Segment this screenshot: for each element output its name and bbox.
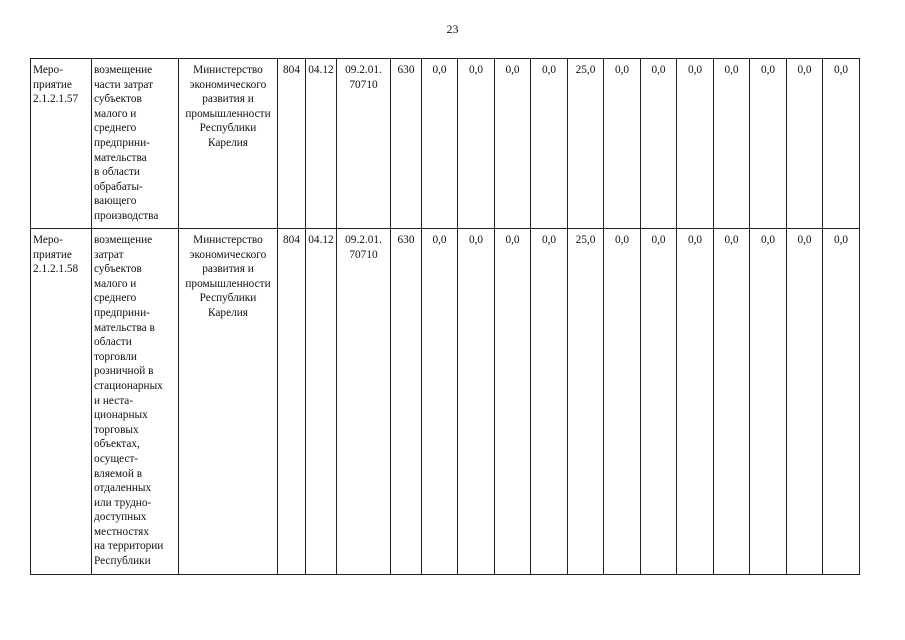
- value-cell-text: 0,0: [614, 234, 630, 246]
- event-cell-text: Меро- приятие 2.1.2.1.58: [33, 234, 79, 276]
- rzpr-cell: [306, 59, 337, 229]
- event-cell-text: Меро- приятие 2.1.2.1.57: [33, 64, 79, 106]
- description-cell: [92, 229, 179, 575]
- value-cell-text: 0,0: [468, 64, 484, 76]
- value-cell-text: 0,0: [760, 234, 776, 246]
- grbs-cell: [278, 229, 306, 575]
- vr-cell: [391, 59, 422, 229]
- value-cell: [677, 229, 714, 575]
- value-cell: [422, 229, 458, 575]
- value-cell-text: 0,0: [797, 64, 812, 76]
- value-cell: [823, 229, 860, 575]
- rzpr-cell-text: 04.12: [308, 234, 334, 246]
- value-cell: [531, 59, 568, 229]
- vr-cell-text: 630: [397, 64, 415, 76]
- value-cell-text: 0,0: [724, 234, 739, 246]
- value-cell: [568, 229, 604, 575]
- value-cell-text: 0,0: [687, 64, 703, 76]
- csr-cell: [337, 59, 391, 229]
- event-cell: [31, 59, 92, 229]
- value-cell: [604, 59, 641, 229]
- value-cell: [495, 229, 531, 575]
- csr-cell-text: 09.2.01. 70710: [345, 64, 382, 91]
- vr-cell-text: 630: [397, 234, 415, 246]
- executor-cell: [179, 59, 278, 229]
- description-cell-text: возмещение части затрат субъектов малого и среднего предприни- мательства в области обрабаты- вающего производства: [94, 64, 159, 222]
- vr-cell: [391, 229, 422, 575]
- value-cell-text: 0,0: [505, 64, 520, 76]
- grbs-cell-text: 804: [283, 64, 300, 76]
- grbs-cell: [278, 59, 306, 229]
- value-cell: [422, 59, 458, 229]
- executor-cell-text: Министерство экономического развития и промышленности Республики Карелия: [185, 234, 271, 319]
- value-cell-text: 0,0: [651, 64, 666, 76]
- value-cell: [787, 59, 823, 229]
- value-cell-text: 0,0: [833, 64, 849, 76]
- value-cell-text: 0,0: [651, 234, 666, 246]
- value-cell: [750, 59, 787, 229]
- description-cell-text: возмещение затрат субъектов малого и среднего предприни- мательства в области торговли розничной в стационарных и неста- ционарных торговых объектах, осущест- вляемой в отдаленных или трудно- доступных местностях на территории Республики: [94, 234, 164, 568]
- description-cell: [92, 59, 179, 229]
- grbs-cell-text: 804: [283, 234, 300, 246]
- value-cell: [604, 229, 641, 575]
- table-row: [31, 59, 860, 229]
- value-cell-text: 0,0: [687, 234, 703, 246]
- csr-cell: [337, 229, 391, 575]
- value-cell: [677, 59, 714, 229]
- value-cell-text: 0,0: [468, 234, 484, 246]
- value-cell: [568, 59, 604, 229]
- value-cell: [458, 229, 495, 575]
- value-cell: [641, 59, 677, 229]
- value-cell: [531, 229, 568, 575]
- budget-table: [30, 58, 860, 575]
- value-cell-text: 0,0: [432, 64, 447, 76]
- value-cell: [641, 229, 677, 575]
- value-cell: [750, 229, 787, 575]
- table-row: [31, 229, 860, 575]
- value-cell: [823, 59, 860, 229]
- page-number: 23: [446, 22, 459, 36]
- executor-cell-text: Министерство экономического развития и промышленности Республики Карелия: [185, 64, 271, 149]
- value-cell-text: 0,0: [541, 64, 557, 76]
- value-cell-text: 0,0: [541, 234, 557, 246]
- value-cell-text: 0,0: [505, 234, 520, 246]
- rzpr-cell-text: 04.12: [308, 64, 334, 76]
- value-cell: [495, 59, 531, 229]
- value-cell-text: 0,0: [833, 234, 849, 246]
- value-cell: [787, 229, 823, 575]
- value-cell-text: 25,0: [575, 64, 596, 76]
- value-cell-text: 0,0: [614, 64, 630, 76]
- value-cell-text: 0,0: [724, 64, 739, 76]
- value-cell: [714, 59, 750, 229]
- rzpr-cell: [306, 229, 337, 575]
- csr-cell-text: 09.2.01. 70710: [345, 234, 382, 261]
- value-cell-text: 25,0: [575, 234, 596, 246]
- value-cell-text: 0,0: [760, 64, 776, 76]
- value-cell-text: 0,0: [797, 234, 812, 246]
- value-cell: [714, 229, 750, 575]
- executor-cell: [179, 229, 278, 575]
- value-cell-text: 0,0: [432, 234, 447, 246]
- value-cell: [458, 59, 495, 229]
- event-cell: [31, 229, 92, 575]
